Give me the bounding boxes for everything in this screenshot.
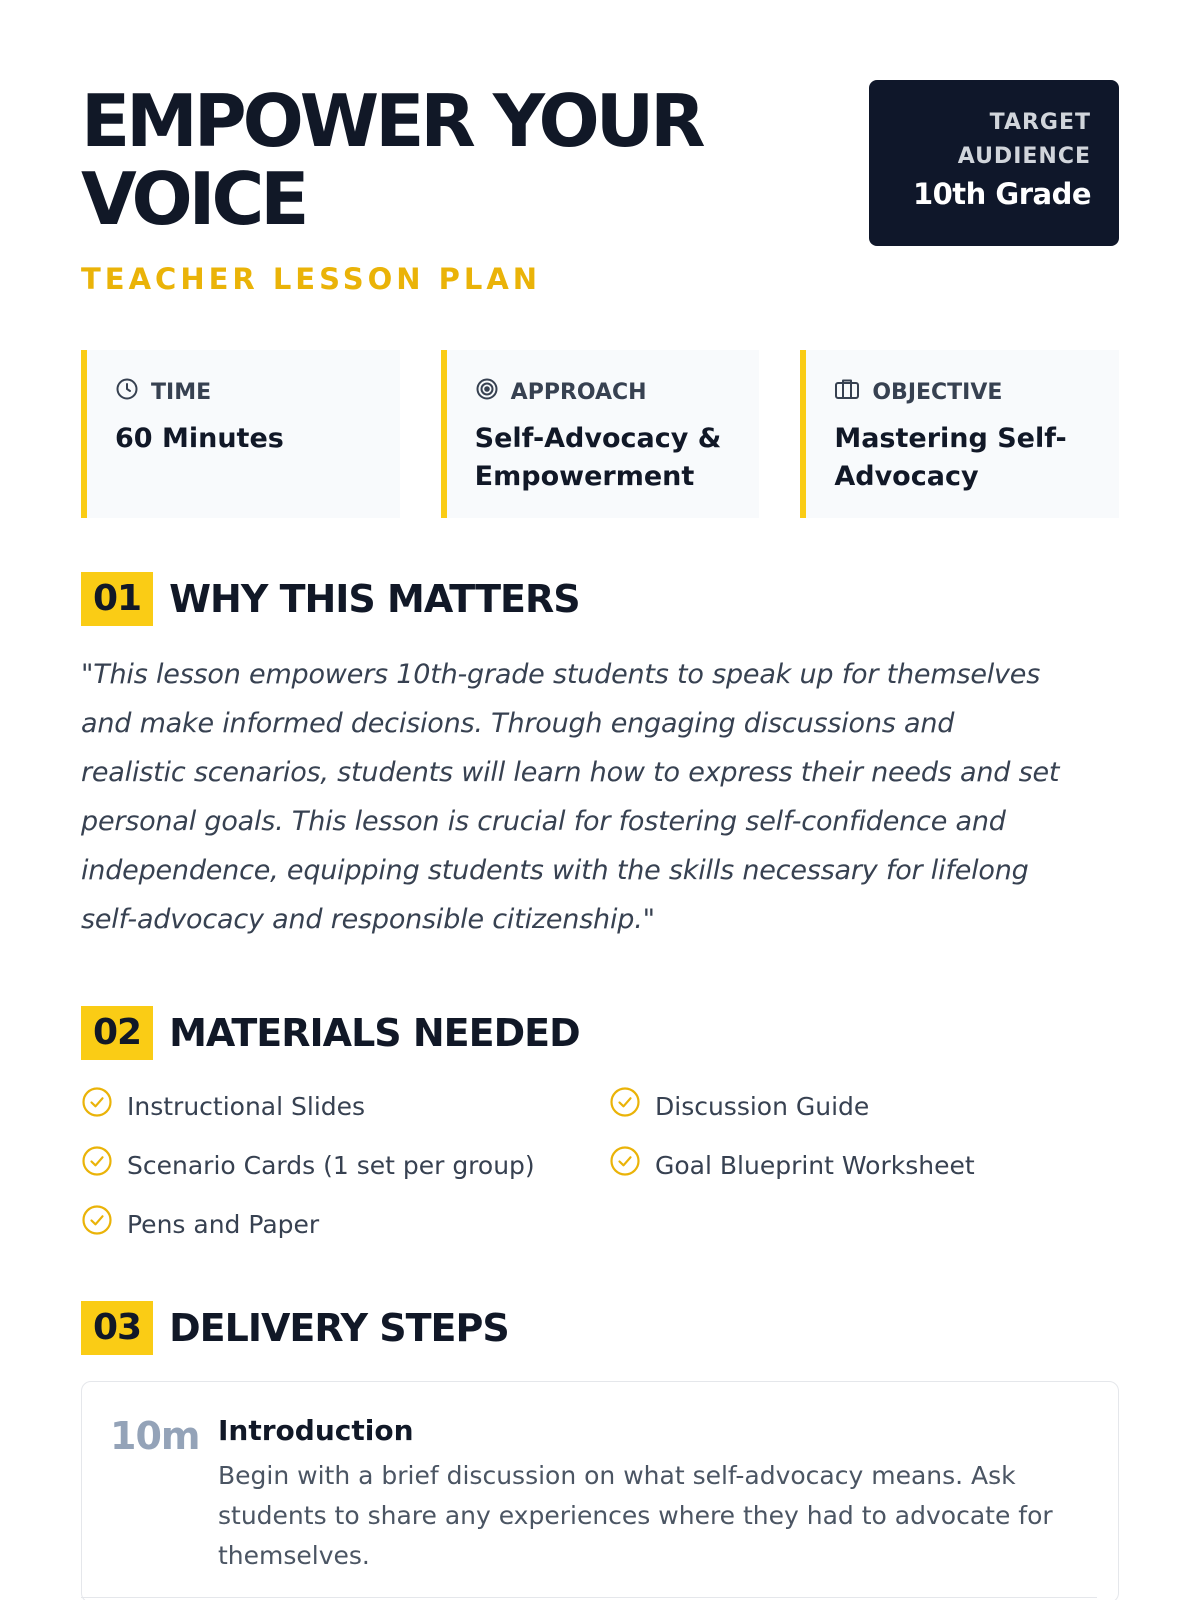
info-card-objective — [800, 350, 1119, 518]
materials-list — [81, 1086, 1119, 1245]
card-label-text: APPROACH — [510, 379, 647, 405]
list-item — [81, 1145, 609, 1186]
card-value — [834, 420, 1093, 496]
info-card-approach-label — [475, 378, 734, 406]
section-title: MATERIALS NEEDED — [169, 1011, 580, 1055]
step-description-line: Begin with a brief discussion on what self-advocacy means. Ask — [218, 1461, 1016, 1490]
section-number: 01 — [81, 572, 153, 626]
step-description-line: themselves. — [218, 1541, 370, 1570]
clock-icon — [115, 377, 139, 407]
material-label: Pens and Paper — [127, 1209, 320, 1239]
title-line-1: EMPOWER YOUR — [81, 79, 702, 163]
quote-line: personal goals. This lesson is crucial for fostering self-confidence and — [81, 806, 1006, 837]
audience-label — [889, 106, 1091, 174]
section-materials-heading — [81, 1006, 1119, 1060]
info-card-approach — [441, 350, 760, 518]
section-title: WHY THIS MATTERS — [169, 577, 580, 621]
list-item — [81, 1086, 609, 1127]
briefcase-icon — [834, 377, 860, 407]
quote-line: self-advocacy and responsible citizenship." — [81, 904, 655, 935]
page-subtitle: TEACHER LESSON PLAN — [81, 262, 542, 296]
card-value-line-2: Empowerment — [474, 461, 695, 492]
info-card-objective-label — [834, 378, 1093, 406]
list-item — [609, 1086, 1119, 1127]
target-icon — [475, 377, 499, 407]
header — [81, 80, 1119, 296]
check-circle-icon — [609, 1086, 641, 1127]
step-description — [218, 1456, 1053, 1576]
info-card-time-label — [115, 378, 374, 406]
title-line-2: VOICE — [81, 157, 306, 241]
card-value-line-2: Advocacy — [834, 461, 979, 492]
quote-line: "This lesson empowers 10th-grade students to speak up for themselves — [81, 659, 1041, 690]
step-title: Introduction — [218, 1414, 414, 1447]
step-duration: 10m — [110, 1414, 200, 1458]
step-content — [218, 1412, 1053, 1600]
target-audience-badge — [869, 80, 1119, 246]
info-cards — [81, 350, 1119, 518]
list-item — [609, 1145, 1119, 1186]
card-value-line-1: Mastering Self- — [834, 423, 1067, 454]
title-block — [81, 80, 702, 296]
audience-label-line-2: AUDIENCE — [957, 144, 1091, 169]
check-circle-icon — [81, 1204, 113, 1245]
card-value — [475, 420, 734, 496]
info-card-time — [81, 350, 400, 518]
section-title: DELIVERY STEPS — [169, 1306, 509, 1350]
delivery-step-card — [81, 1381, 1119, 1600]
material-label: Discussion Guide — [655, 1091, 870, 1121]
material-label: Instructional Slides — [127, 1091, 366, 1121]
section-delivery-heading — [81, 1301, 1119, 1355]
card-label-text: TIME — [151, 379, 212, 405]
audience-label-line-1: TARGET — [989, 110, 1091, 135]
check-circle-icon — [81, 1145, 113, 1186]
card-label-text: OBJECTIVE — [872, 379, 1003, 405]
section-why-heading — [81, 572, 1119, 626]
check-circle-icon — [609, 1145, 641, 1186]
material-label: Goal Blueprint Worksheet — [655, 1150, 975, 1180]
why-quote — [81, 650, 1119, 944]
audience-value: 10th Grade — [912, 177, 1091, 211]
section-number: 02 — [81, 1006, 153, 1060]
check-circle-icon — [81, 1086, 113, 1127]
quote-line: realistic scenarios, students will learn how to express their needs and set — [81, 757, 1060, 788]
material-label: Scenario Cards (1 set per group) — [127, 1150, 535, 1180]
page-title — [81, 79, 702, 241]
card-value: 60 Minutes — [115, 423, 284, 454]
section-number: 03 — [81, 1301, 153, 1355]
card-value-line-1: Self-Advocacy & — [474, 423, 722, 454]
step-description-line: students to share any experiences where they had to advocate for — [218, 1501, 1053, 1530]
quote-line: independence, equipping students with the skills necessary for lifelong — [81, 855, 1029, 886]
quote-line: and make informed decisions. Through engaging discussions and — [81, 708, 955, 739]
list-item — [81, 1204, 609, 1245]
